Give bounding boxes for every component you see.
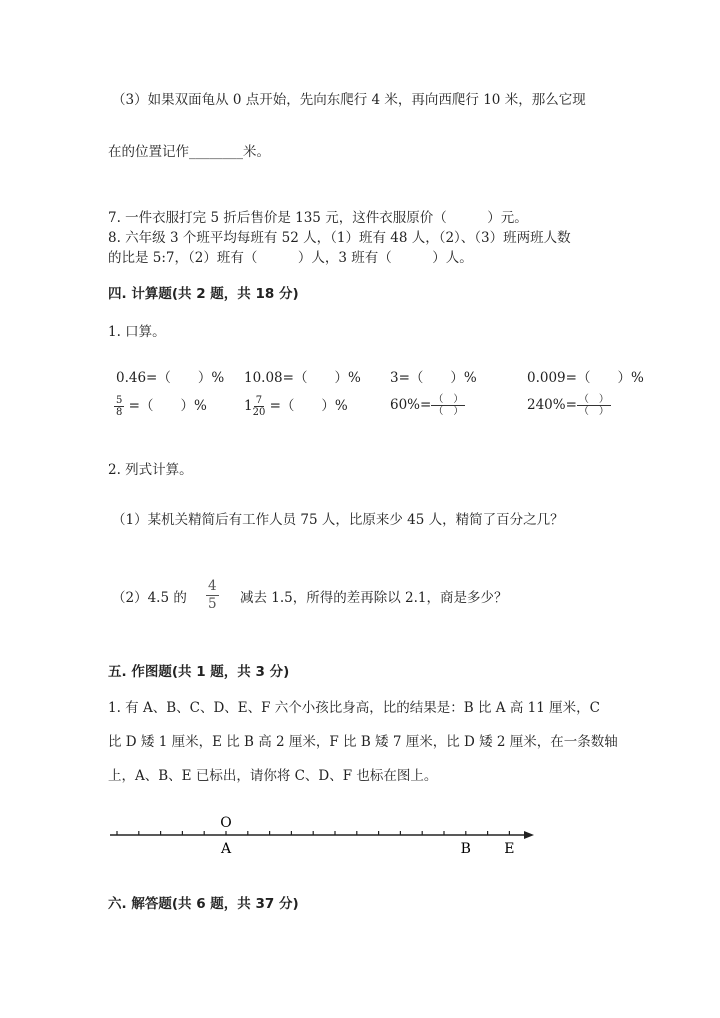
written-calc-1: （1）某机关精简后有工作人员 75 人，比原来少 45 人，精简了百分之几？ [112,512,564,528]
expr-left: 60%= [390,397,432,413]
oral-item-6 [244,394,348,418]
denominator: （ ） [433,406,464,417]
oral-item-4: 0.009=（ ）% [527,370,644,386]
point-label-A: A [220,841,232,857]
oral-item-1: 0.46=（ ）% [116,370,225,386]
denominator: 5 [208,596,217,612]
section-6-heading: 六. 解答题(共 6 题，共 37 分) [108,896,299,912]
question-6-3-line1: （3）如果双面龟从 0 点开始，先向东爬行 4 米，再向西爬行 10 米，那么它现 [112,92,586,108]
numerator: （ ） [433,394,464,405]
denominator: 20 [252,407,266,418]
section-5-heading: 五. 作图题(共 1 题，共 3 分) [108,664,290,680]
expr-rest: =（ ）% [265,398,348,414]
numerator: 4 [208,578,217,594]
whole: 1 [244,398,253,414]
denominator: 8 [116,407,123,418]
question-6-3-line2: 在的位置记作________米。 [108,144,270,160]
drawing-question-line2: 比 D 矮 1 厘米，E 比 B 高 2 厘米，F 比 B 矮 7 厘米，比 D 矮 2 厘米，在一条数轴 [108,734,618,750]
origin-label: O [220,815,232,831]
oral-calc-label: 1. 口算。 [108,324,166,340]
expr-rest: =（ ）% [124,398,207,414]
oral-item-2: 10.08=（ ）% [244,370,361,386]
oral-item-7 [390,394,465,417]
numerator: 5 [116,395,123,406]
question-8-line2: 的比是 5:7，（2）班有（ ）人，3 班有（ ）人。 [108,250,473,266]
numerator: 7 [255,395,263,406]
written-calc-2-post: 减去 1.5，所得的差再除以 2.1，商是多少？ [240,590,508,606]
written-calc-label: 2. 列式计算。 [108,462,193,478]
number-line [0,800,720,860]
point-label-B: B [460,841,471,857]
question-8-line1: 8. 六年级 3 个班平均每班有 52 人，（1）班有 48 人，（2）、（3）班两班人数 [108,230,571,246]
section-4-heading: 四. 计算题(共 2 题，共 18 分) [108,286,299,302]
question-7: 7. 一件衣服打完 5 折后售价是 135 元，这件衣服原价（ ）元。 [108,210,528,226]
oral-item-3: 3=（ ）% [390,370,477,386]
numerator: （ ） [578,394,609,405]
oral-item-5 [114,394,207,418]
oral-item-8 [527,394,611,417]
written-calc-2-pre: （2）4.5 的 [112,590,187,606]
point-label-E: E [504,841,515,857]
fraction-four-fifths [206,578,219,613]
drawing-question-line3: 上，A、B、E 已标出，请你将 C、D、F 也标在图上。 [108,768,438,784]
denominator: （ ） [578,406,609,417]
drawing-question-line1: 1. 有 A、B、C、D、E、F 六个小孩比身高，比的结果是：B 比 A 高 11 厘米，C [108,700,600,716]
axis-arrow [524,831,534,839]
expr-left: 240%= [527,397,577,413]
